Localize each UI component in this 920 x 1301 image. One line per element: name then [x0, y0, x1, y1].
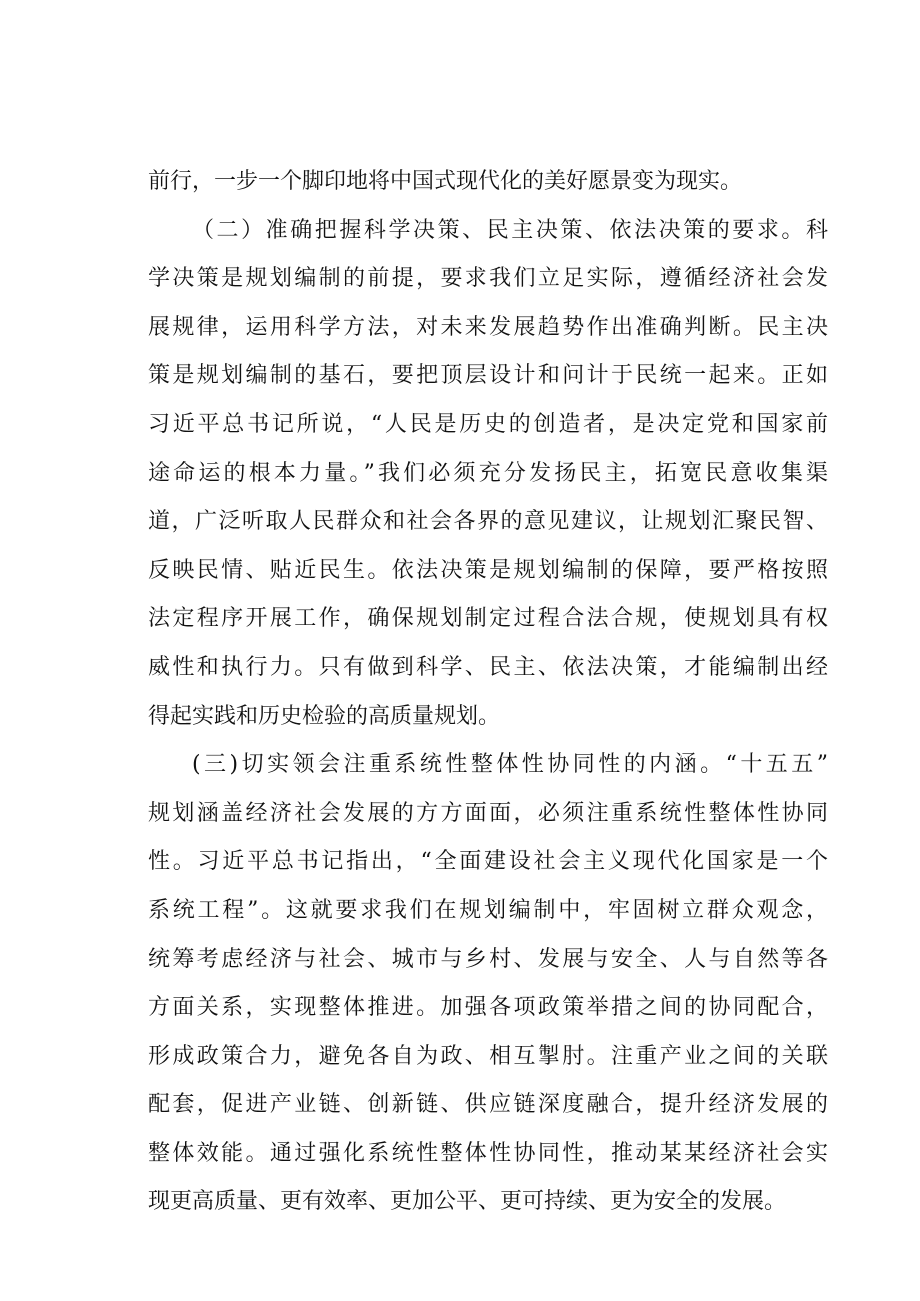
paragraph-line: 前行，一步一个脚印地将中国式现代化的美好愿景变为现实。 — [148, 169, 743, 194]
paragraph-line: 策是规划编制的基石，要把顶层设计和问计于民统一起来。正如 — [148, 363, 828, 389]
paragraph-line: 习近平总书记所说，“人民是历史的创造者，是决定党和国家前 — [148, 411, 828, 437]
paragraph-line: 形成政策合力，避免各自为政、相互掣肘。注重产业之间的关联 — [148, 1043, 828, 1069]
paragraph-line: 统筹考虑经济与社会、城市与乡村、发展与安全、人与自然等各 — [148, 946, 828, 972]
paragraph-line: 配套，促进产业链、创新链、供应链深度融合，提升经济发展的 — [148, 1092, 828, 1118]
paragraph-line: 得起实践和历史检验的高质量规划。 — [148, 703, 501, 729]
paragraph-line: 整体效能。通过强化系统性整体性协同性，推动某某经济社会实 — [148, 1140, 828, 1166]
paragraph-line: 道，广泛听取人民群众和社会各界的意见建议，让规划汇聚民智、 — [148, 509, 828, 535]
paragraph-line: 方面关系，实现整体推进。加强各项政策举措之间的协同配合， — [148, 995, 828, 1021]
paragraph-line: 途命运的根本力量。”我们必须充分发扬民主，拓宽民意收集渠 — [148, 460, 828, 486]
paragraph-line: 现更高质量、更有效率、更加公平、更可持续、更为安全的发展。 — [148, 1189, 787, 1215]
paragraph-line: 反映民情、贴近民生。依法决策是规划编制的保障，要严格按照 — [148, 557, 828, 583]
paragraph-line: 威性和执行力。只有做到科学、民主、依法决策，才能编制出经 — [148, 654, 828, 680]
paragraph-line: 规划涵盖经济社会发展的方方面面，必须注重系统性整体性协同 — [148, 800, 828, 826]
paragraph-line: (三)切实领会注重系统性整体性协同性的内涵。“十五五” — [192, 752, 828, 778]
paragraph-line: 展规律，运用科学方法，对未来发展趋势作出准确判断。民主决 — [148, 314, 828, 340]
paragraph-line: （二）准确把握科学决策、民主决策、依法决策的要求。科 — [192, 217, 828, 243]
paragraph-line: 法定程序开展工作，确保规划制定过程合法合规，使规划具有权 — [148, 606, 828, 632]
paragraph-line: 学决策是规划编制的前提，要求我们立足实际，遵循经济社会发 — [148, 266, 828, 292]
body-text — [148, 158, 828, 1227]
paragraph-line: 性。习近平总书记指出，“全面建设社会主义现代化国家是一个 — [148, 849, 828, 875]
paragraph-line: 系统工程”。这就要求我们在规划编制中，牢固树立群众观念， — [148, 897, 828, 923]
